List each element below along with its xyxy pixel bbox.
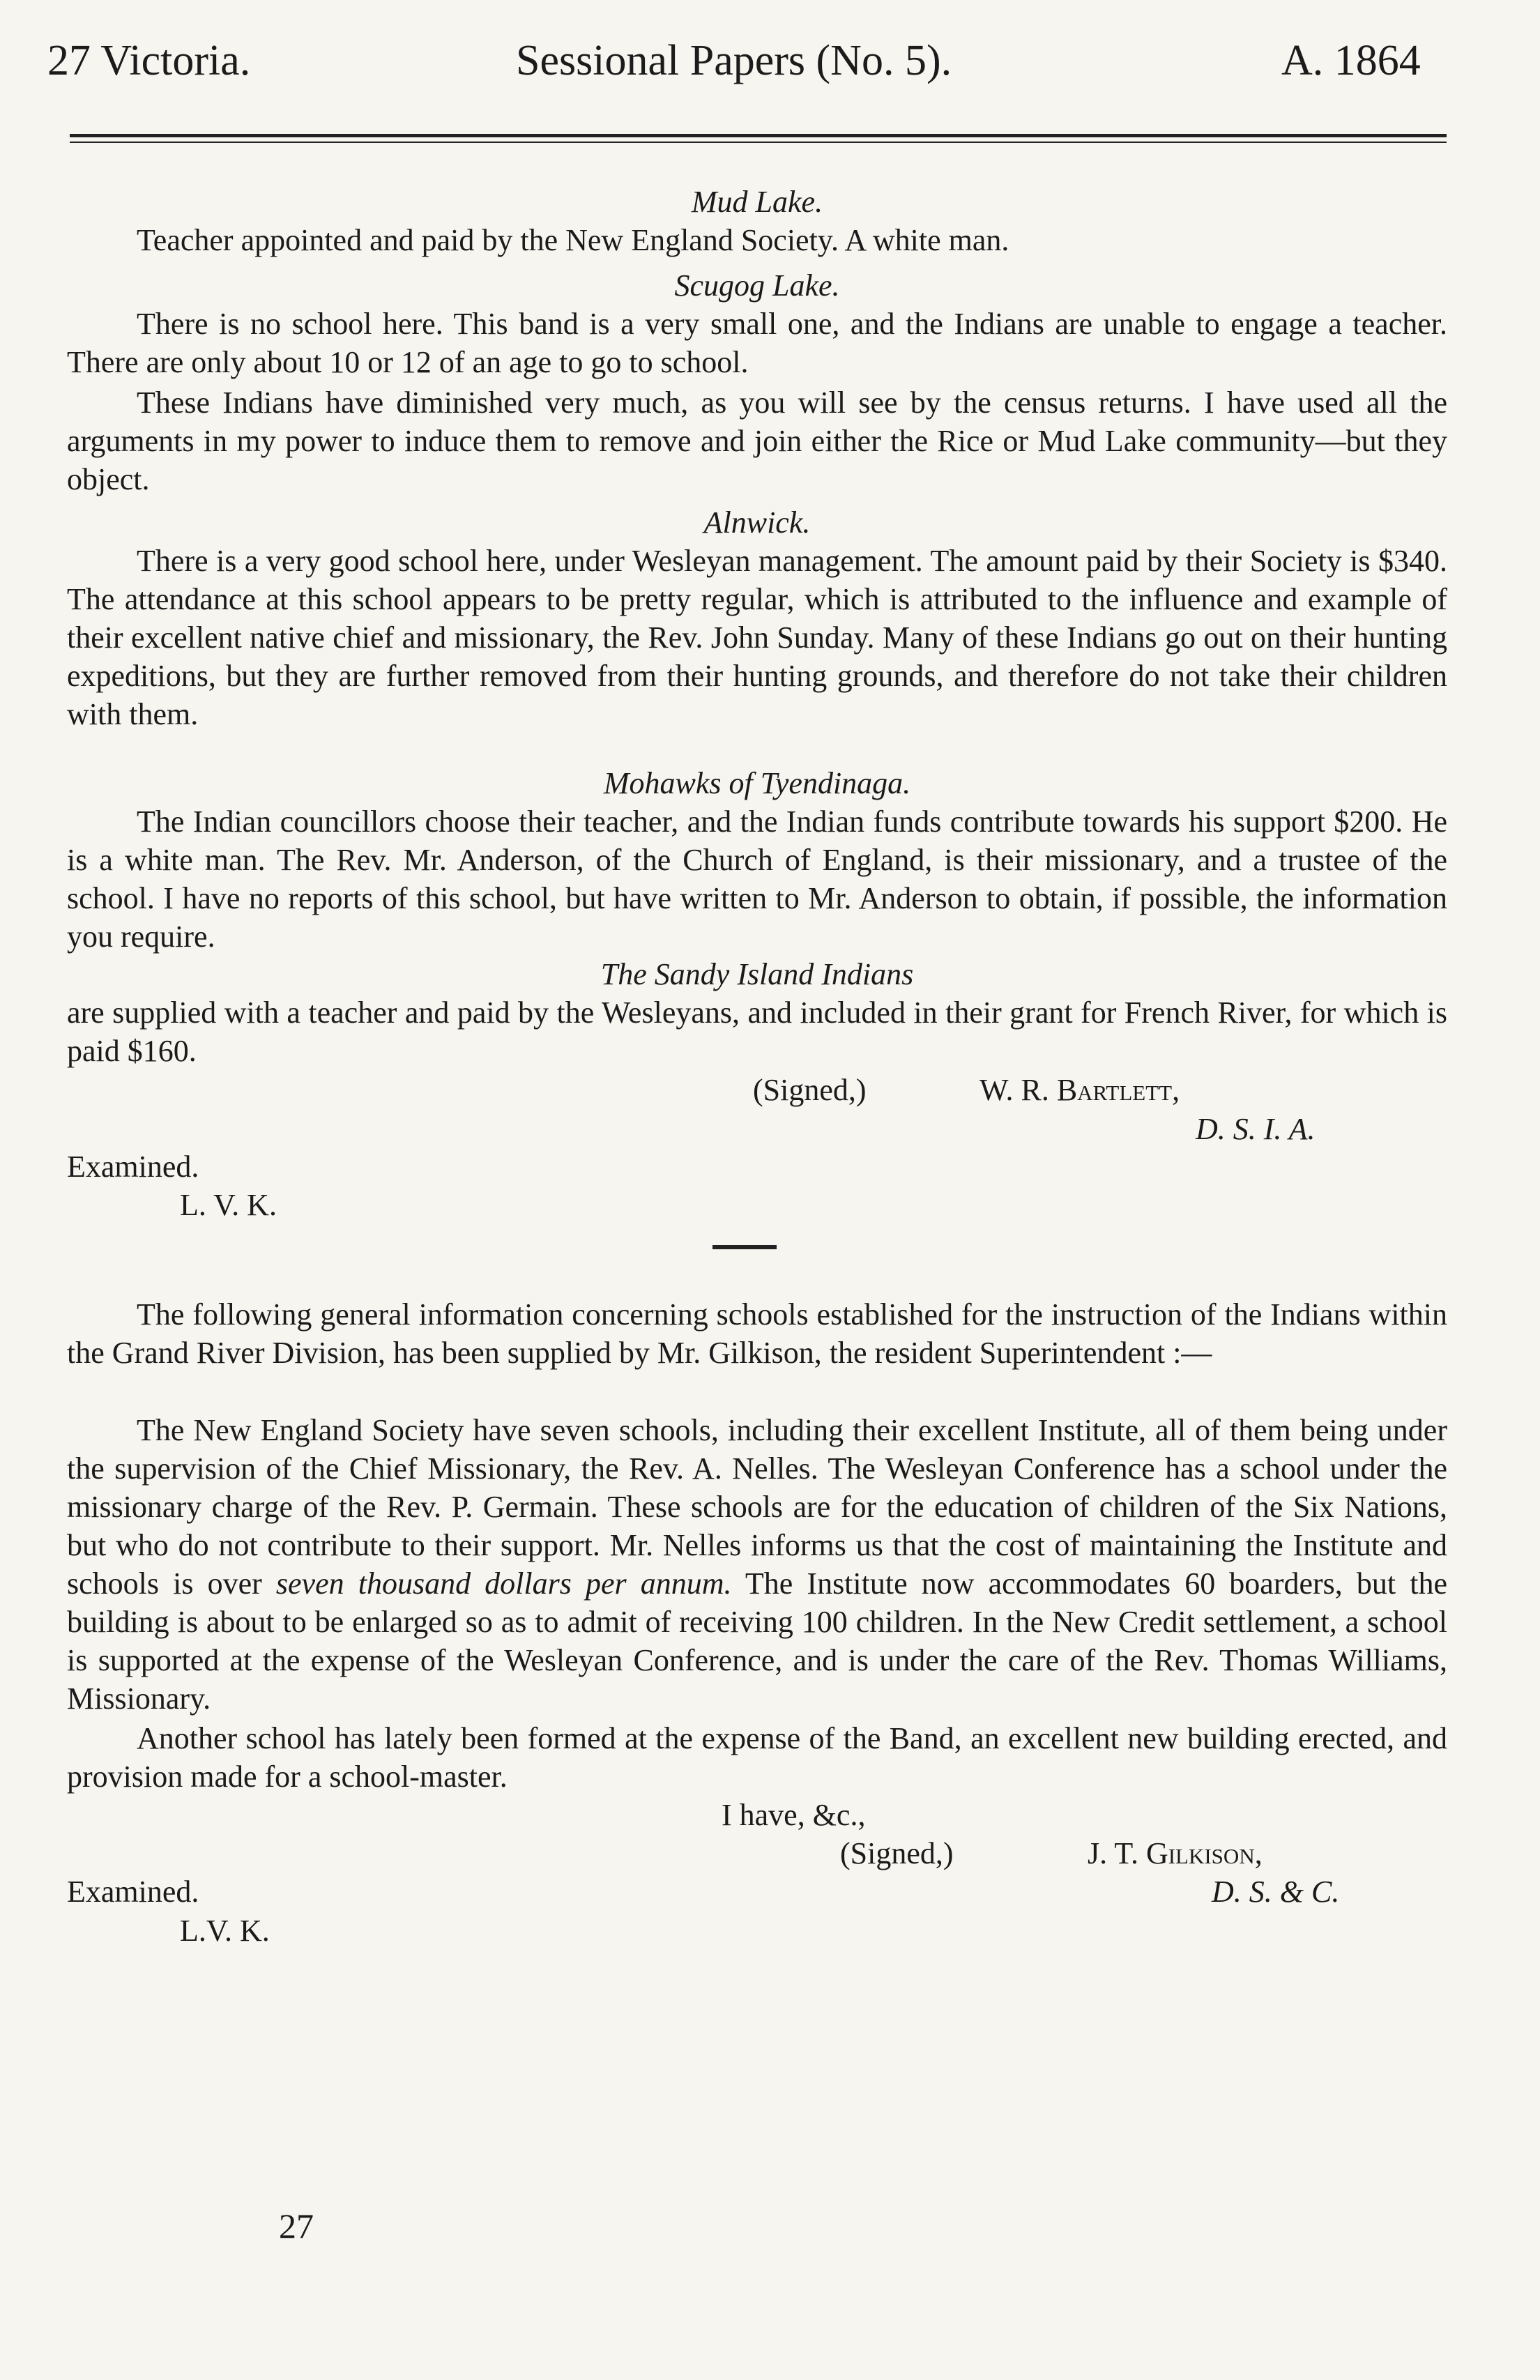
para-mud-lake: Teacher appointed and paid by the New England Society. A white man. [137, 223, 1009, 257]
para-scugog-1: There is no school here. This band is a very small one, and the Indians are unable to engage a teacher. There are only about 10 or 12 of an age to go to school. [67, 307, 1447, 379]
header-right: A. 1864 [1281, 37, 1421, 84]
section-divider [712, 1245, 777, 1249]
signed-label-1: (Signed,) [753, 1073, 867, 1107]
signer-name-2: J. T. Gilkison, [1088, 1836, 1263, 1870]
para-grand-river-2-part-a: The New England Society have seven schools, including their excellent Institute, all of them being under the supervision of the Chief Missionary, the Rev. A. Nelles. The Wesleyan Conference has a school under the missionary charge of the Rev. P. Germain. These schools are for the education of children of the Six Nations, but who do not contribute to their support. Mr. Nelles informs us that the cost of maintaining the Institute and schools is over [67, 1413, 1447, 1601]
signer-name-1: W. R. Bartlett, [979, 1073, 1180, 1107]
header-left: 27 Victoria. [47, 37, 251, 84]
header-center: Sessional Papers (No. 5). [516, 37, 952, 84]
heading-scugog-lake: Scugog Lake. [674, 268, 840, 303]
examiner-initials-2: L.V. K. [180, 1914, 270, 1948]
header-rule-thick [70, 134, 1447, 137]
closing: I have, &c., [722, 1798, 866, 1832]
signed-label-2: (Signed,) [840, 1836, 954, 1870]
para-grand-river-3: Another school has lately been formed at the expense of the Band, an excellent new building erected, and provision made for a school-master. [67, 1721, 1447, 1794]
para-grand-river-2 [67, 1411, 1447, 1718]
heading-mud-lake: Mud Lake. [691, 185, 823, 219]
heading-alnwick: Alnwick. [703, 505, 811, 540]
para-scugog-2: These Indians have diminished very much, as you will see by the census returns. I have used all the arguments in my power to induce them to remove and join either the Rice or Mud Lake community—but they object. [67, 386, 1447, 496]
para-sandy-island: are supplied with a teacher and paid by the Wesleyans, and included in their grant for French River, for which is paid $160. [67, 996, 1447, 1068]
para-grand-river-1: The following general information concerning schools established for the instruction of the Indians within the Grand River Division, has been supplied by Mr. Gilkison, the resident Superintendent :— [67, 1297, 1447, 1370]
examiner-initials-1: L. V. K. [180, 1188, 277, 1222]
header-rule-thin [70, 142, 1447, 143]
signer-title-2: D. S. & C. [1212, 1875, 1340, 1909]
signer-title-1: D. S. I. A. [1196, 1112, 1316, 1146]
examined-label-1: Examined. [67, 1150, 199, 1184]
examined-label-2: Examined. [67, 1875, 199, 1909]
para-mohawks: The Indian councillors choose their teacher, and the Indian funds contribute towards his support $200. He is a white man. The Rev. Mr. Anderson, of the Church of England, is their missionary, and a trustee of the school. I have no reports of this school, but have written to Mr. Anderson to obtain, if possible, the information you require. [67, 804, 1447, 954]
heading-sandy-island: The Sandy Island Indians [600, 957, 914, 991]
page-number: 27 [279, 2206, 314, 2245]
para-grand-river-2-italic: seven thousand dollars per annum. [275, 1566, 732, 1601]
heading-mohawks: Mohawks of Tyendinaga. [603, 766, 911, 800]
para-grand-river-2-part-b: The Institute now accommodates 60 boarders, but the building is about to be enlarged so as to admit of receiving 100 children. In the New Credit settlement, a school is supported at the expense of the Wesleyan Conference, and is under the care of the Rev. Thomas Williams, Missionary. [67, 1566, 1448, 1716]
para-alnwick: There is a very good school here, under Wesleyan management. The amount paid by their Society is $340. The attendance at this school appears to be pretty regular, which is attributed to the influence and example of their excellent native chief and missionary, the Rev. John Sunday. Many of these Indians go out on their hunting expeditions, but they are further removed from their hunting grounds, and therefore do not take their children with them. [67, 544, 1447, 731]
